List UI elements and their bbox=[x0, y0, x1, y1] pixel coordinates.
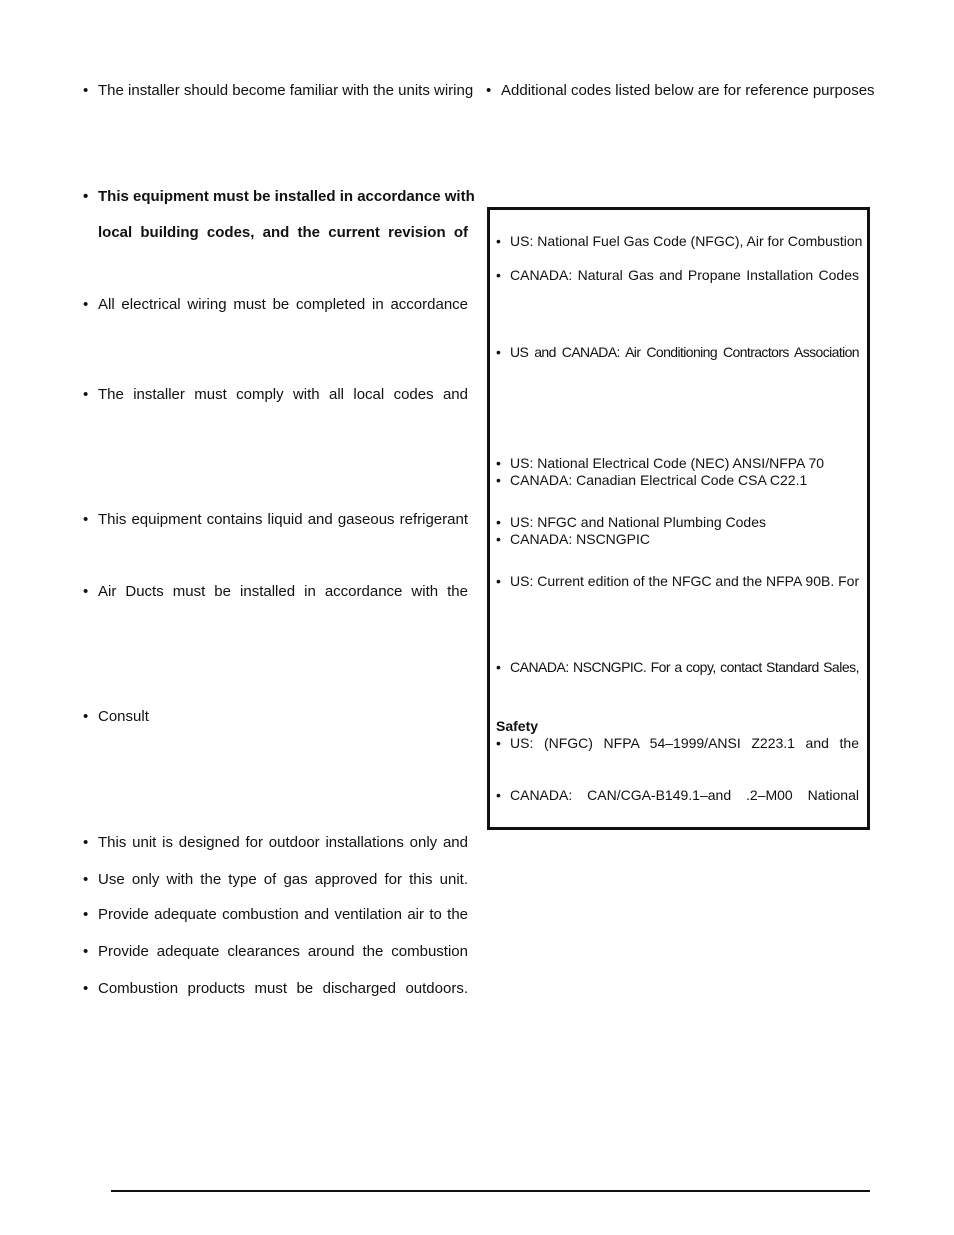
bullet-text: Air Ducts must be installed in accordance with the bbox=[98, 583, 468, 600]
bullet-dot: • bbox=[83, 386, 89, 403]
bullet-dot: • bbox=[496, 233, 501, 249]
bullet-text: Provide adequate clearances around the combustion bbox=[98, 943, 468, 960]
bullet-dot: • bbox=[496, 455, 501, 471]
bullet-text: This equipment contains liquid and gaseous refrigerant bbox=[98, 511, 468, 528]
bullet-dot: • bbox=[496, 531, 501, 547]
bullet-dot: • bbox=[83, 943, 89, 960]
bullet-dot: • bbox=[83, 511, 89, 528]
bullet-dot: • bbox=[83, 834, 89, 851]
code-text: CANADA: Natural Gas and Propane Installation Codes bbox=[510, 267, 859, 283]
safety-heading: Safety bbox=[496, 718, 539, 734]
codes-reference-box bbox=[487, 207, 870, 830]
bullet-dot: • bbox=[496, 344, 501, 360]
bullet-dot: • bbox=[486, 82, 492, 99]
bullet-text: This equipment must be installed in accordance with bbox=[98, 188, 475, 205]
code-text: US and CANADA: Air Conditioning Contractors Association bbox=[510, 344, 859, 360]
bullet-dot: • bbox=[496, 472, 501, 488]
bullet-dot: • bbox=[496, 659, 501, 675]
code-text: CANADA: NSCNGPIC bbox=[510, 531, 651, 547]
code-text: US: Current edition of the NFGC and the NFPA 90B. For bbox=[510, 573, 860, 589]
bullet-dot: • bbox=[83, 980, 89, 997]
code-text: CANADA: CAN/CGA-B149.1–and .2–M00 National bbox=[510, 787, 859, 803]
footer-rule bbox=[111, 1190, 870, 1192]
bullet-dot: • bbox=[496, 573, 501, 589]
code-text: US: National Electrical Code (NEC) ANSI/NFPA 70 bbox=[510, 455, 825, 471]
bullet-dot: • bbox=[83, 871, 89, 888]
bullet-dot: • bbox=[496, 735, 501, 751]
bullet-text: Additional codes listed below are for reference purposes bbox=[501, 82, 875, 99]
code-text: CANADA: NSCNGPIC. For a copy, contact Standard Sales, bbox=[510, 659, 859, 675]
code-text: US: (NFGC) NFPA 54–1999/ANSI Z223.1 and the bbox=[510, 735, 859, 751]
bullet-text: This unit is designed for outdoor installations only and bbox=[98, 834, 468, 851]
bullet-dot: • bbox=[496, 267, 501, 283]
bullet-dot: • bbox=[496, 514, 501, 530]
bullet-text: The installer should become familiar with the units wiring bbox=[98, 82, 474, 99]
bullet-text: Combustion products must be discharged outdoors. bbox=[98, 980, 468, 997]
bullet-dot: • bbox=[83, 188, 89, 205]
code-text: US: NFGC and National Plumbing Codes bbox=[510, 514, 767, 530]
bullet-text: Use only with the type of gas approved for this unit. bbox=[98, 871, 468, 888]
bullet-dot: • bbox=[496, 787, 501, 803]
bullet-text: The installer must comply with all local codes and bbox=[98, 386, 468, 403]
bullet-text: Consult bbox=[98, 708, 149, 725]
bullet-text: All electrical wiring must be completed in accordance bbox=[98, 296, 468, 313]
bullet-text: Provide adequate combustion and ventilation air to the bbox=[98, 906, 468, 923]
code-text: CANADA: Canadian Electrical Code CSA C22.1 bbox=[510, 472, 808, 488]
bullet-dot: • bbox=[83, 82, 89, 99]
bullet-dot: • bbox=[83, 583, 89, 600]
bullet-dot: • bbox=[83, 296, 89, 313]
code-text: US: National Fuel Gas Code (NFGC), Air for Combustion bbox=[510, 233, 863, 249]
bullet-dot: • bbox=[83, 906, 89, 923]
bullet-text-continued: local building codes, and the current revision of bbox=[98, 224, 468, 241]
bullet-dot: • bbox=[83, 708, 89, 725]
